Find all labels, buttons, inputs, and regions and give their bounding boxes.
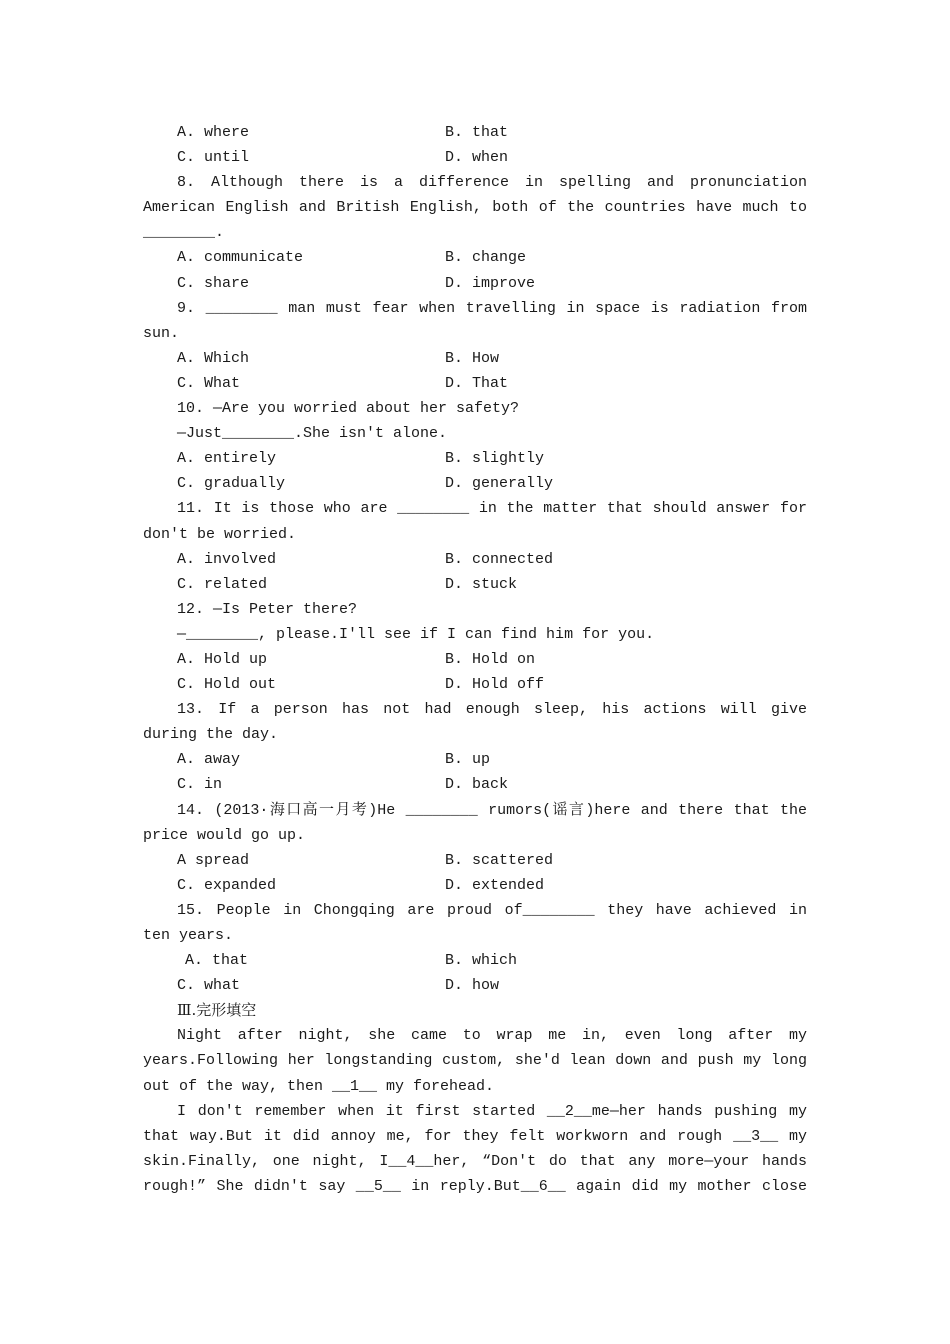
question-text: 9. ________ man must fear when travelling in space is radiation from	[177, 299, 807, 317]
continuation-line	[143, 1174, 807, 1199]
option-left: C. gradually	[177, 475, 286, 493]
option-left: A. that	[185, 952, 249, 970]
continuation-text: that way.But it did annoy me, for they felt workworn and rough __3__ my	[143, 1127, 807, 1145]
option-right: B. change	[445, 249, 527, 267]
continuation-line	[143, 522, 807, 547]
continuation-line	[143, 321, 807, 346]
continuation-line	[143, 722, 807, 747]
option-right: B. How	[445, 349, 500, 367]
option-right: B. scattered	[445, 851, 554, 869]
question-line	[143, 1023, 807, 1048]
option-right: D. when	[445, 149, 509, 167]
question-line	[143, 170, 807, 195]
continuation-line	[143, 1074, 807, 1099]
question-text: Night after night, she came to wrap me in, even long after my	[177, 1027, 807, 1045]
question-line	[143, 496, 807, 521]
answer-options-row	[143, 446, 807, 471]
continuation-line	[143, 1149, 807, 1174]
option-left: C. What	[177, 374, 241, 392]
option-left: A spread	[177, 851, 250, 869]
continuation-text: out of the way, then __1__ my forehead.	[143, 1077, 495, 1095]
option-left: A. where	[177, 124, 250, 141]
continuation-text: sun.	[143, 324, 180, 342]
continuation-text: during the day.	[143, 726, 279, 744]
option-left: A. communicate	[177, 249, 304, 267]
continuation-line	[143, 823, 807, 848]
answer-options-row	[143, 848, 807, 873]
option-left: C. share	[177, 274, 250, 292]
document-page	[143, 120, 807, 1199]
question-line	[143, 421, 807, 446]
question-line	[143, 697, 807, 722]
continuation-text: skin.Finally, one night, I__4__her, “Don't do that any more—your hands	[143, 1152, 807, 1170]
option-left: A. Which	[177, 349, 250, 367]
answer-options-row	[143, 245, 807, 270]
option-left: C. Hold out	[177, 676, 277, 694]
continuation-text: years.Following her longstanding custom, she'd lean down and push my long	[143, 1052, 807, 1070]
question-text: 10. —Are you worried about her safety?	[177, 400, 520, 418]
answer-options-row	[143, 271, 807, 296]
answer-options-row	[143, 471, 807, 496]
section-heading-text: Ⅲ.完形填空	[177, 1001, 257, 1020]
answer-options-row	[143, 973, 807, 998]
answer-options-row	[143, 873, 807, 898]
option-left: C. expanded	[177, 876, 277, 894]
option-left: C. what	[177, 977, 241, 995]
question-line	[143, 798, 807, 823]
option-right: D. stuck	[445, 575, 518, 593]
option-left: C. until	[177, 149, 250, 167]
answer-options-row	[143, 145, 807, 170]
answer-options-row	[143, 948, 807, 973]
question-text: 12. —Is Peter there?	[177, 600, 358, 618]
answer-options-row	[143, 547, 807, 572]
question-text: I don't remember when it first started __2__me—her hands pushing my	[177, 1102, 807, 1120]
option-right: D. improve	[445, 274, 536, 292]
continuation-text: ten years.	[143, 927, 234, 944]
answer-options-row	[143, 747, 807, 772]
continuation-line	[143, 1124, 807, 1149]
option-right: D. how	[445, 977, 500, 995]
question-text: 8. Although there is a difference in spelling and pronunciation	[177, 174, 807, 192]
answer-options-row	[143, 346, 807, 371]
option-right: D. generally	[445, 475, 554, 493]
question-text: 13. If a person has not had enough sleep, his actions will give	[177, 701, 807, 719]
answer-options-row	[143, 371, 807, 396]
question-line	[143, 1099, 807, 1124]
question-text: 14. (2013·海口高一月考)He ________ rumors(谣言)here and there that the	[177, 801, 807, 819]
option-right: D. back	[445, 776, 509, 794]
continuation-text: ________.	[143, 224, 225, 242]
option-right: B. slightly	[445, 450, 545, 468]
option-right: B. up	[445, 751, 491, 769]
option-right: B. connected	[445, 550, 554, 568]
question-line	[143, 622, 807, 647]
option-right: B. which	[445, 952, 518, 970]
section-heading	[143, 998, 807, 1023]
question-text: 15. People in Chongqing are proud of________ they have achieved in	[177, 901, 807, 919]
question-line	[143, 597, 807, 622]
option-left: C. related	[177, 575, 268, 593]
option-right: D. That	[445, 374, 509, 392]
continuation-text: American English and British English, both of the countries have much to	[143, 199, 807, 217]
continuation-text: rough!” She didn't say __5__ in reply.But__6__ again did my mother close	[143, 1177, 807, 1195]
continuation-text: don't be worried.	[143, 525, 297, 543]
continuation-text: price would go up.	[143, 826, 306, 844]
continuation-line	[143, 923, 807, 948]
answer-options-row	[143, 672, 807, 697]
option-left: A. involved	[177, 550, 277, 568]
continuation-line	[143, 1048, 807, 1073]
answer-options-row	[143, 120, 807, 145]
option-right: D. Hold off	[445, 676, 545, 694]
option-left: A. away	[177, 751, 241, 769]
answer-options-row	[143, 647, 807, 672]
question-line	[143, 296, 807, 321]
answer-options-row	[143, 772, 807, 797]
continuation-line	[143, 195, 807, 220]
continuation-line	[143, 220, 807, 245]
answer-options-row	[143, 572, 807, 597]
option-right: B. that	[445, 124, 509, 141]
option-right: D. extended	[445, 876, 545, 894]
option-left: A. Hold up	[177, 650, 268, 668]
option-right: B. Hold on	[445, 650, 536, 668]
question-text: 11. It is those who are ________ in the matter that should answer for	[177, 500, 807, 518]
question-text: —________, please.I'll see if I can find him for you.	[177, 625, 655, 643]
option-left: A. entirely	[177, 450, 277, 468]
option-left: C. in	[177, 776, 223, 794]
question-text: —Just________.She isn't alone.	[177, 425, 448, 443]
question-line	[143, 898, 807, 923]
question-line	[143, 396, 807, 421]
